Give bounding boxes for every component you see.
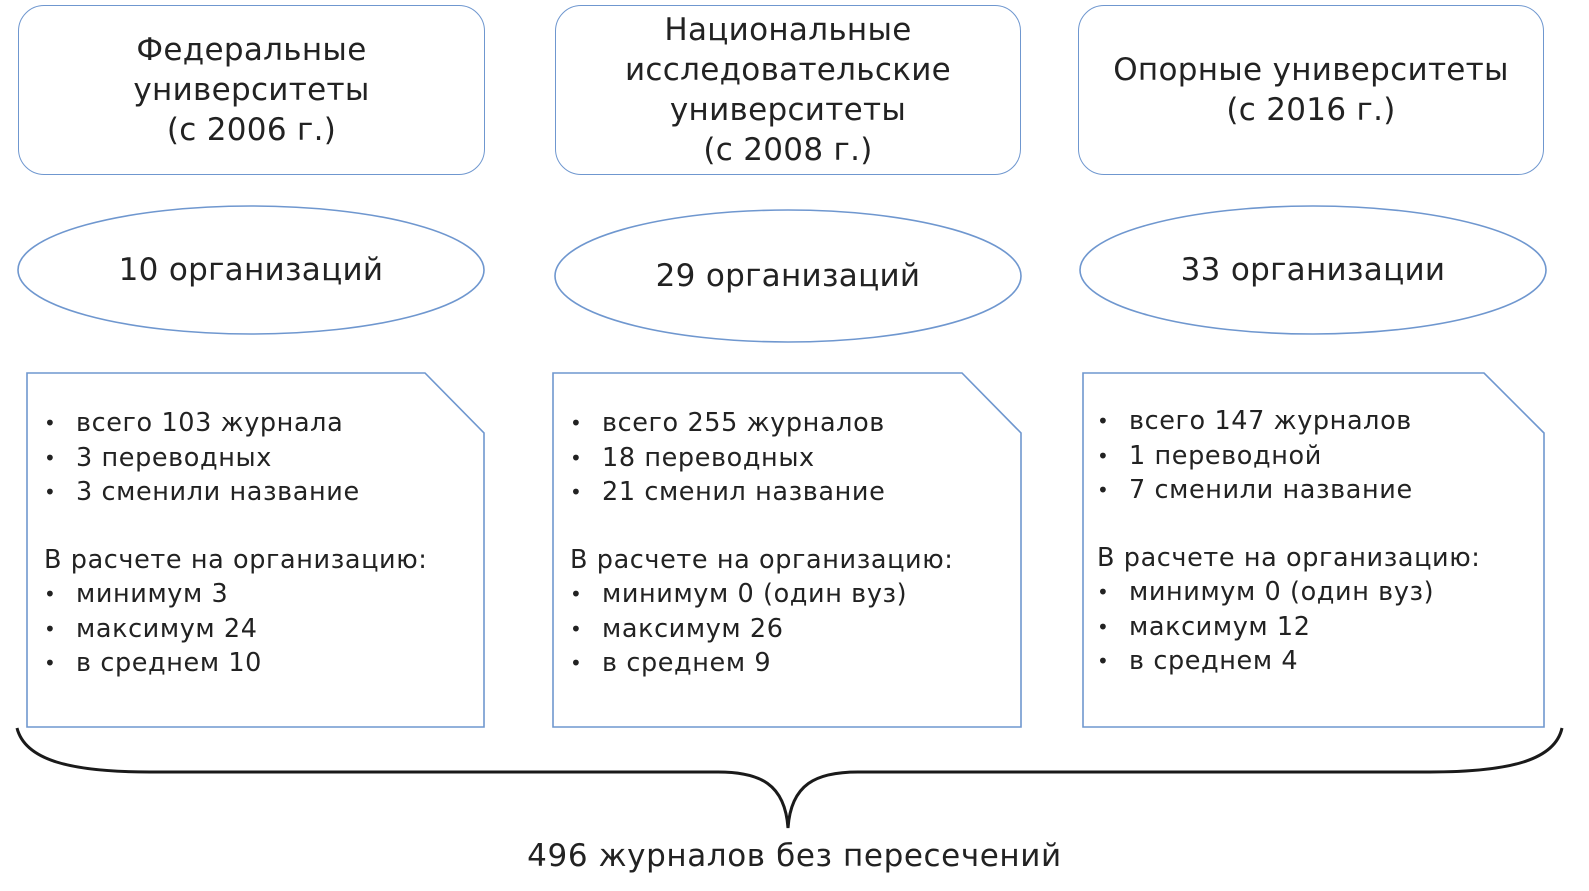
stat-item: • 3 переводных xyxy=(44,441,427,476)
per-org-item: • в среднем 10 xyxy=(44,646,427,681)
per-org-label: В расчете на организацию: xyxy=(1097,542,1481,573)
per-org-list xyxy=(570,577,953,681)
stats-list xyxy=(570,406,953,510)
org-count-national: 29 организаций xyxy=(655,258,921,294)
per-org-item: • минимум 0 (один вуз) xyxy=(1097,575,1480,610)
category-label-national: Национальные исследовательские университеты (с 2008 г.) xyxy=(624,12,952,168)
stat-item: • 21 сменил название xyxy=(570,475,953,510)
per-org-list xyxy=(44,577,427,681)
stat-item: • 7 сменили название xyxy=(1097,473,1480,508)
per-org-item: • минимум 3 xyxy=(44,577,427,612)
category-box-support xyxy=(1078,5,1544,175)
category-box-federal xyxy=(18,5,485,175)
stat-item: • 1 переводной xyxy=(1097,439,1480,474)
stat-item: • 18 переводных xyxy=(570,441,953,476)
stat-item: • всего 255 журналов xyxy=(570,406,953,441)
per-org-item: • в среднем 9 xyxy=(570,646,953,681)
stat-item: • всего 147 журналов xyxy=(1097,404,1480,439)
per-org-label: В расчете на организацию: xyxy=(44,544,428,575)
note-text-national xyxy=(570,406,953,681)
category-box-national xyxy=(555,5,1021,175)
per-org-list xyxy=(1097,575,1480,679)
per-org-item: • максимум 12 xyxy=(1097,610,1480,645)
org-count-federal: 10 организаций xyxy=(118,252,384,288)
stat-item: • 3 сменили название xyxy=(44,475,427,510)
total-journals-label: 496 журналов без пересечений xyxy=(527,838,1062,874)
per-org-item: • максимум 26 xyxy=(570,612,953,647)
per-org-item: • минимум 0 (один вуз) xyxy=(570,577,953,612)
stat-item: • всего 103 журнала xyxy=(44,406,427,441)
per-org-label: В расчете на организацию: xyxy=(570,544,954,575)
category-label-support: Опорные университеты (с 2016 г.) xyxy=(1113,52,1509,128)
note-text-federal xyxy=(44,406,427,681)
category-label-federal: Федеральные университеты (с 2006 г.) xyxy=(133,32,370,148)
per-org-item: • в среднем 4 xyxy=(1097,644,1480,679)
note-text-support xyxy=(1097,404,1480,679)
stats-list xyxy=(1097,404,1480,508)
curly-brace xyxy=(17,728,1562,828)
org-count-support: 33 организации xyxy=(1180,252,1446,288)
per-org-item: • максимум 24 xyxy=(44,612,427,647)
stats-list xyxy=(44,406,427,510)
